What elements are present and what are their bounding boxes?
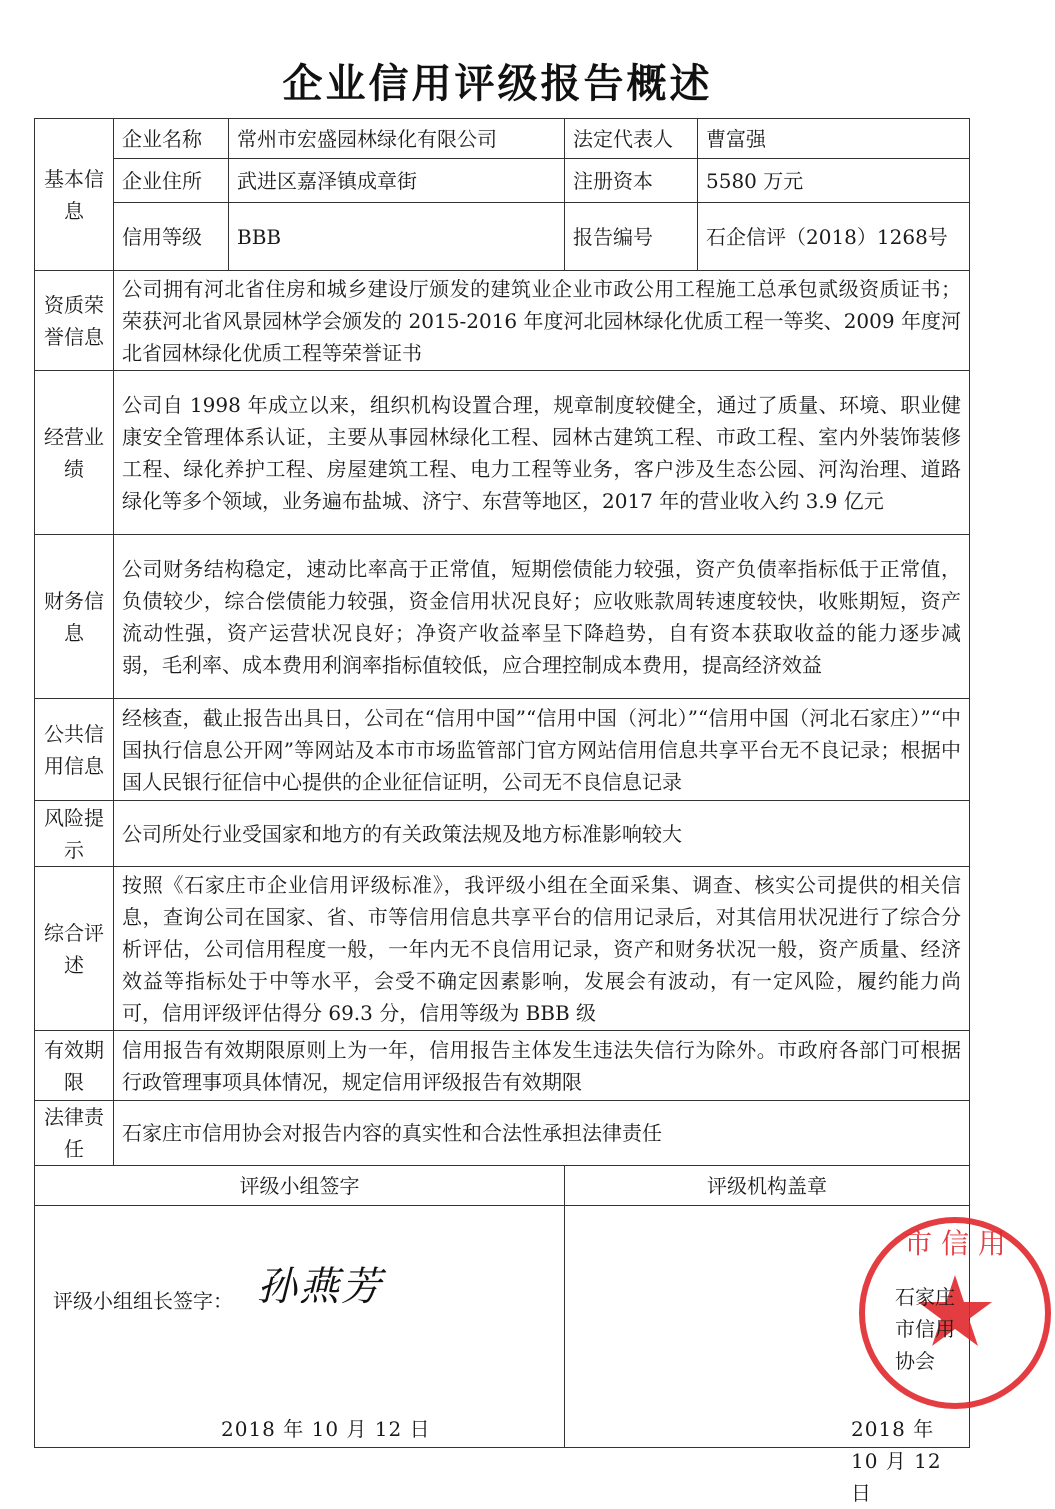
signature-body-row xyxy=(35,1206,970,1448)
section-text: 公司拥有河北省住房和城乡建设厅颁发的建筑业企业市政公用工程施工总承包贰级资质证书；荣获河北省风景园林学会颁发的 2015-2016 年度河北园林绿化优质工程一等奖、2009 年度河北省园林绿化优质工程等荣誉证书 xyxy=(114,271,970,371)
section-text: 公司财务结构稳定，速动比率高于正常值，短期偿债能力较强，资产负债率指标低于正常值，负债较少，综合偿债能力较强，资金信用状况良好；应收账款周转速度较快，收账期短，资产流动性强，资产运营状况良好；净资产收益率呈下降趋势，自有资本获取收益的能力逐步减弱，毛利率、成本费用利润率指标值较低，应合理控制成本费用，提高经济效益 xyxy=(114,535,970,699)
leader-signature: 孙燕芳 xyxy=(257,1263,383,1310)
value-company-name: 常州市宏盛园林绿化有限公司 xyxy=(229,119,565,159)
section-row xyxy=(35,371,970,535)
left-date: 2018 年 10 月 12 日 xyxy=(221,1416,431,1441)
basic-row-name xyxy=(35,119,970,159)
section-row xyxy=(35,867,970,1031)
signature-header-row xyxy=(35,1166,970,1206)
label-legal-rep: 法定代表人 xyxy=(565,119,698,159)
value-report-number: 石企信评（2018）1268号 xyxy=(698,203,970,271)
section-category: 经营业绩 xyxy=(35,371,114,535)
section-row xyxy=(35,1101,970,1166)
section-category: 公共信用信息 xyxy=(35,699,114,801)
value-address: 武进区嘉泽镇成章街 xyxy=(229,159,565,203)
section-category: 综合评述 xyxy=(35,867,114,1031)
section-text: 石家庄市信用协会对报告内容的真实性和合法性承担法律责任 xyxy=(114,1101,970,1166)
section-category: 财务信息 xyxy=(35,535,114,699)
section-category: 风险提示 xyxy=(35,801,114,867)
section-category: 法律责任 xyxy=(35,1101,114,1166)
value-capital: 5580 万元 xyxy=(698,159,970,203)
label-address: 企业住所 xyxy=(114,159,229,203)
left-signature-cell xyxy=(35,1206,565,1448)
basic-row-rating xyxy=(35,203,970,271)
section-text: 信用报告有效期限原则上为一年，信用报告主体发生违法失信行为除外。市政府各部门可根据行政管理事项具体情况，规定信用评级报告有效期限 xyxy=(114,1031,970,1101)
leader-signature-label: 评级小组组长签字： xyxy=(53,1288,233,1313)
section-text: 经核查，截止报告出具日，公司在“信用中国”“信用中国（河北）”“信用中国（河北石家庄）”“中国执行信息公开网”等网站及本市市场监管部门官方网站信用信息共享平台无不良记录；根据中国人民银行征信中心提供的企业征信证明，公司无不良信息记录 xyxy=(114,699,970,801)
label-report-number: 报告编号 xyxy=(565,203,698,271)
section-row xyxy=(35,271,970,371)
label-credit-level: 信用等级 xyxy=(114,203,229,271)
section-text: 公司所处行业受国家和地方的有关政策法规及地方标准影响较大 xyxy=(114,801,970,867)
section-row xyxy=(35,801,970,867)
section-row xyxy=(35,699,970,801)
right-signature-cell xyxy=(565,1206,1006,1505)
right-signature-header: 评级机构盖章 xyxy=(565,1166,970,1206)
section-row xyxy=(35,535,970,699)
document-title: 企业信用评级报告概述 xyxy=(282,61,713,107)
section-text: 公司自 1998 年成立以来，组织机构设置合理，规章制度较健全，通过了质量、环境、职业健康安全管理体系认证，主要从事园林绿化工程、园林古建筑工程、市政工程、室内外装饰装修工程、绿化养护工程、房屋建筑工程、电力工程等业务，客户涉及生态公园、河沟治理、道路绿化等多个领域，业务遍布盐城、济宁、东营等地区，2017 年的营业收入约 3.9 亿元 xyxy=(114,371,970,535)
section-category: 有效期限 xyxy=(35,1031,114,1101)
section-text: 按照《石家庄市企业信用评级标准》，我评级小组在全面采集、调查、核实公司提供的相关信息，查询公司在国家、省、市等信用信息共享平台的信用记录后，对其信用状况进行了综合分析评估，公司信用程度一般，一年内无不良信用记录，资产和财务状况一般，资产质量、经济效益等指标处于中等水平，会受不确定因素影响，发展会有波动，有一定风险，履约能力尚可，信用评级评估得分 69.3 分，信用等级为 BBB 级 xyxy=(114,867,970,1031)
value-legal-rep: 曹富强 xyxy=(698,119,970,159)
credit-report-table xyxy=(34,118,1006,1505)
basic-row-address xyxy=(35,159,970,203)
left-signature-header: 评级小组签字 xyxy=(35,1166,565,1206)
value-credit-level: BBB xyxy=(229,203,565,271)
basic-category: 基本信息 xyxy=(35,119,114,271)
organization-name: 石家庄市信用协会 xyxy=(895,1284,955,1373)
label-capital: 注册资本 xyxy=(565,159,698,203)
right-date: 2018 年 10 月 12 日 xyxy=(851,1416,942,1505)
svg-text:市 信 用: 市 信 用 xyxy=(904,1226,1006,1260)
label-company-name: 企业名称 xyxy=(114,119,229,159)
section-row xyxy=(35,1031,970,1101)
section-category: 资质荣誉信息 xyxy=(35,271,114,371)
